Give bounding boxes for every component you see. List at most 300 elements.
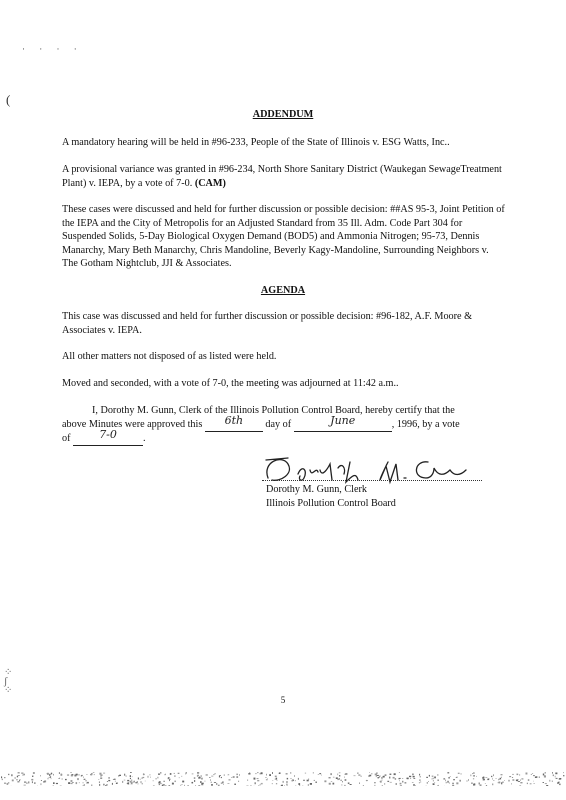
noise-speck [195,785,196,786]
noise-speck [234,784,236,785]
noise-speck [284,785,285,786]
noise-speck [434,777,436,779]
noise-speck [410,778,411,779]
noise-speck [279,772,281,774]
noise-speck [163,781,165,782]
noise-speck [197,775,198,777]
noise-speck [413,784,415,786]
noise-speck [315,782,317,783]
noise-speck [493,774,494,776]
noise-speck [437,774,438,776]
noise-speck [265,777,266,778]
noise-speck [117,782,118,783]
noise-speck [376,776,377,778]
noise-speck [4,783,6,784]
noise-speck [329,777,331,778]
noise-speck [402,781,403,783]
noise-speck [520,779,521,781]
noise-speck [76,782,78,784]
noise-speck [338,779,339,780]
scan-dots: · · · · [22,44,83,54]
certification-line-1: I, Dorothy M. Gunn, Clerk of the Illinois Pollution Control Board, hereby certify that the [92,405,455,416]
noise-speck [132,776,133,777]
noise-speck [49,777,51,778]
noise-speck [127,780,129,781]
noise-speck [409,776,411,777]
noise-speck [406,778,407,779]
noise-speck [485,783,486,784]
noise-speck [378,777,379,778]
noise-speck [445,780,446,782]
scan-smudge: ⁘ ʃ ⁘ [4,667,13,696]
noise-speck [83,777,84,778]
certification-line-2 [62,414,522,432]
variance-text: A provisional variance was granted in #96-234, North Shore Sanitary District (Waukegan SewageTreatment Plant) v. IEPA, by a vote of 7-0. [62,164,502,189]
noise-speck [59,772,60,774]
noise-speck [339,772,341,773]
noise-speck [231,777,232,778]
noise-speck [527,783,528,784]
noise-speck [179,778,180,779]
noise-speck [201,775,202,777]
noise-speck [449,782,450,784]
noise-speck [272,780,273,781]
noise-speck [83,785,84,786]
adjourn-paragraph: Moved and seconded, with a vote of 7-0, the meeting was adjourned at 11:42 a.m.. [62,378,399,389]
noise-speck [260,773,261,774]
noise-speck [168,777,169,779]
noise-speck [108,777,110,778]
noise-speck [138,783,139,784]
noise-speck [106,784,108,785]
noise-speck [559,784,560,786]
noise-speck [150,777,151,778]
noise-speck [159,784,160,785]
noise-speck [266,780,268,781]
noise-speck [286,773,288,774]
noise-speck [40,775,41,776]
noise-speck [359,782,360,784]
noise-speck [534,783,535,784]
noise-speck [98,779,99,780]
noise-speck [125,776,127,777]
noise-speck [149,775,151,776]
noise-speck [419,774,420,776]
noise-speck [346,773,348,775]
noise-speck [43,781,45,782]
noise-speck [93,772,95,773]
noise-speck [266,774,267,776]
signature-line [262,480,482,481]
noise-speck [530,783,532,784]
noise-speck [229,780,231,781]
noise-speck [172,782,173,783]
noise-speck [41,780,42,781]
noise-speck [33,772,35,774]
scan-noise-border [0,772,566,786]
noise-speck [130,784,131,785]
signatory-office: Illinois Pollution Control Board [266,498,396,509]
noise-speck [483,779,484,780]
noise-speck [399,778,401,779]
noise-speck [447,781,449,783]
noise-speck [563,772,564,773]
noise-speck [192,782,194,783]
noise-speck [83,783,84,784]
noise-speck [546,785,548,786]
noise-speck [369,772,370,773]
noise-speck [70,772,72,773]
noise-speck [153,780,154,781]
noise-speck [492,784,493,786]
noise-speck [205,781,206,782]
noise-speck [178,773,180,774]
signatory-name: Dorothy M. Gunn, Clerk [266,484,368,495]
noise-speck [318,774,319,775]
noise-speck [509,776,511,777]
cert-text-year: , 1996, by a vote [391,419,460,430]
noise-speck [517,774,519,776]
noise-speck [94,774,95,775]
noise-speck [345,779,347,780]
noise-speck [119,775,121,776]
noise-speck [201,778,203,780]
noise-speck [543,782,544,783]
noise-speck [24,785,26,786]
noise-speck [473,778,474,779]
noise-speck [499,782,501,784]
noise-speck [62,779,63,780]
noise-speck [228,783,230,784]
noise-speck [427,782,428,784]
noise-speck [453,779,455,780]
noise-speck [521,778,523,779]
noise-speck [103,773,105,774]
noise-speck [257,778,259,779]
noise-speck [24,782,26,783]
noise-speck [512,780,514,781]
noise-speck [107,781,108,782]
noise-speck [446,782,447,783]
noise-speck [339,778,340,779]
noise-speck [501,774,503,775]
noise-speck [504,780,505,781]
noise-speck [419,782,420,783]
noise-speck [86,774,87,775]
noise-speck [128,782,130,784]
noise-speck [21,773,23,774]
noise-speck [298,778,299,780]
noise-speck [28,781,29,783]
noise-speck [308,779,309,781]
variance-paragraph [62,163,506,190]
noise-speck [433,778,434,780]
noise-speck [61,774,62,776]
noise-speck [142,783,143,785]
noise-speck [434,782,435,783]
noise-speck [218,785,220,786]
variance-tag: (CAM) [194,177,226,189]
noise-speck [372,773,373,774]
vote-handwritten: 7-0 [99,428,117,441]
noise-speck [549,780,550,782]
noise-speck [286,781,288,783]
noise-speck [41,783,42,785]
noise-speck [383,776,385,778]
noise-speck [233,776,235,777]
noise-speck [211,782,212,783]
noise-speck [142,777,144,778]
noise-speck [420,782,421,783]
noise-speck [431,779,432,780]
noise-speck [348,783,350,784]
noise-speck [394,773,396,775]
noise-speck [198,785,200,786]
noise-speck [433,780,434,781]
noise-speck [533,775,535,776]
noise-speck [222,782,224,783]
noise-speck [461,774,462,775]
noise-speck [295,780,296,781]
noise-speck [143,774,145,775]
noise-speck [448,777,449,778]
noise-speck [482,777,484,779]
noise-speck [158,782,160,784]
noise-speck [257,780,259,781]
noise-speck [201,783,203,785]
noise-speck [267,778,268,779]
noise-speck [275,776,277,778]
noise-speck [182,781,184,783]
noise-speck [517,779,519,780]
noise-speck [138,778,139,780]
noise-speck [329,783,331,785]
noise-speck [23,774,25,776]
noise-speck [405,782,407,784]
agenda-heading: AGENDA [260,285,306,296]
noise-speck [313,772,314,773]
noise-speck [261,783,262,784]
noise-speck [72,782,74,783]
noise-speck [277,780,278,781]
noise-speck [324,780,326,782]
noise-speck [194,780,195,782]
page-number: 5 [280,695,286,705]
noise-speck [79,783,80,784]
noise-speck [487,779,488,780]
noise-speck [466,781,468,782]
noise-speck [276,778,277,780]
noise-speck [67,774,69,775]
noise-speck [81,775,82,776]
noise-speck [48,778,49,779]
noise-speck [130,778,131,779]
noise-speck [555,776,556,778]
noise-speck [85,781,87,782]
noise-speck [491,776,492,777]
noise-speck [259,785,260,786]
noise-speck [340,780,342,781]
noise-speck [473,776,474,777]
noise-speck [366,780,367,781]
noise-speck [358,772,359,774]
noise-speck [419,779,420,781]
noise-speck [545,783,547,784]
noise-speck [122,781,123,783]
noise-speck [275,778,276,780]
noise-speck [342,781,343,782]
noise-speck [519,774,520,775]
noise-speck [381,777,383,779]
noise-speck [103,784,105,785]
noise-speck [7,783,9,784]
noise-speck [47,773,49,775]
noise-speck [192,774,194,775]
noise-speck [213,774,214,775]
noise-speck [552,781,553,782]
noise-speck [460,780,461,781]
noise-speck [133,781,134,782]
noise-speck [496,778,497,779]
noise-speck [345,785,346,786]
noise-speck [290,773,291,774]
noise-speck [555,773,557,775]
noise-speck [544,776,546,778]
noise-speck [298,783,300,785]
noise-speck [385,775,387,776]
noise-speck [140,779,141,780]
noise-speck [390,782,392,783]
noise-speck [375,785,376,786]
noise-speck [261,772,263,774]
noise-speck [77,778,79,780]
noise-speck [236,776,238,777]
noise-speck [53,774,54,776]
noise-speck [180,785,181,786]
noise-speck [354,775,356,776]
noise-speck [336,777,338,779]
noise-speck [194,778,196,779]
noise-speck [319,773,321,774]
noise-speck [558,782,560,783]
noise-speck [287,784,288,786]
noise-speck [468,779,469,781]
noise-speck [71,775,73,777]
noise-speck [553,775,554,777]
noise-speck [68,782,70,784]
noise-speck [382,780,383,781]
noise-speck [473,772,474,773]
noise-speck [339,775,340,777]
noise-speck [458,773,460,774]
noise-speck [71,780,73,781]
noise-speck [65,779,67,780]
noise-speck [16,779,17,780]
noise-speck [531,774,532,775]
noise-speck [31,779,32,780]
noise-speck [402,778,403,779]
noise-speck [182,784,183,785]
noise-speck [556,778,558,779]
noise-speck [472,773,473,774]
noise-speck [479,783,481,785]
noise-speck [254,778,256,780]
noise-speck [563,775,564,776]
noise-speck [294,775,295,777]
noise-speck [480,784,482,786]
noise-speck [476,776,477,777]
noise-speck [501,777,502,778]
noise-speck [239,774,240,775]
noise-speck [108,780,110,781]
noise-speck [186,772,187,773]
noise-speck [518,781,520,782]
noise-speck [368,775,369,776]
noise-speck [8,774,9,775]
scan-mark: ( [6,92,11,107]
certification-line-3 [62,428,522,446]
noise-speck [333,783,335,785]
cert-text-dayof: day of [265,419,292,430]
noise-speck [452,783,454,785]
noise-speck [238,781,239,782]
noise-speck [400,783,402,785]
noise-speck [4,777,6,778]
noise-speck [447,772,449,773]
noise-speck [375,774,377,776]
noise-speck [470,775,471,777]
agenda-case-paragraph: This case was discussed and held for further discussion or possible decision: #96-182, A.F. Moore & Associates v. IEPA. [62,311,473,336]
noise-speck [393,777,395,779]
noise-speck [303,780,305,781]
noise-speck [310,783,312,785]
hearing-paragraph: A mandatory hearing will be held in #96-233, People of the State of Illinois v. ESG Watts, Inc.. [62,137,450,148]
noise-speck [382,776,383,777]
noise-speck [84,779,85,780]
noise-speck [500,778,501,780]
noise-speck [169,779,170,781]
noise-speck [221,783,223,784]
noise-speck [18,775,20,776]
noise-speck [255,782,256,784]
noise-speck [321,775,322,776]
noise-speck [502,781,503,783]
noise-speck [380,781,381,782]
noise-speck [376,773,378,774]
vote-blank [73,428,143,446]
noise-speck [32,781,33,783]
noise-speck [438,785,439,786]
noise-speck [34,782,35,783]
noise-speck [456,777,457,778]
noise-speck [32,776,33,777]
other-matters-paragraph: All other matters not disposed of as listed were held. [62,351,277,362]
noise-speck [344,777,345,778]
noise-speck [412,774,414,776]
noise-speck [174,773,175,774]
noise-speck [559,778,561,779]
noise-speck [155,778,156,779]
noise-speck [51,778,52,779]
noise-speck [141,781,142,783]
noise-speck [337,774,338,776]
noise-speck [162,785,164,786]
noise-speck [333,777,335,778]
noise-speck [124,774,125,776]
noise-speck [148,776,149,778]
noise-speck [90,774,91,775]
noise-speck [99,773,101,775]
